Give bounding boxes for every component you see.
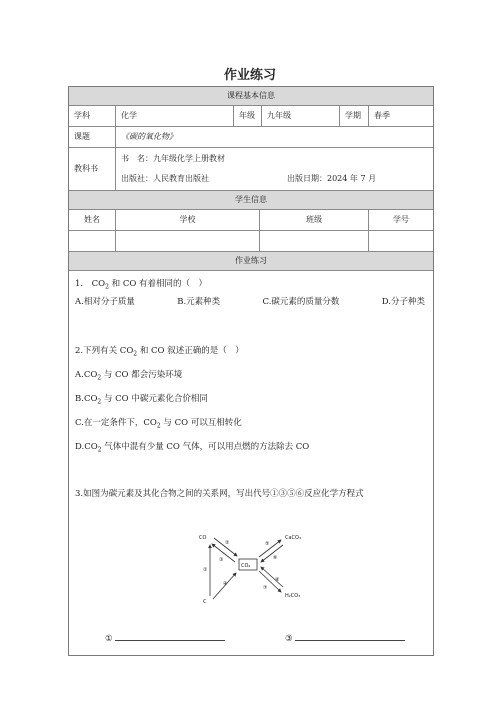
caco3-label: CaCO₃ xyxy=(285,535,301,541)
marker-2: ② xyxy=(225,540,230,546)
co2-label: CO₂ xyxy=(241,563,251,569)
subject-row xyxy=(69,106,433,127)
class-input[interactable] xyxy=(260,231,369,251)
question-2: 2.下列有关 $CO_2$ 和 CO 叙述正确的是（ ） xyxy=(75,346,244,358)
q2-option-d[interactable]: $D.CO_2$ 气体中混有少量 CO 气体，可以用点燃的方法除去 CO xyxy=(75,442,310,454)
marker-7: ⑦ xyxy=(263,585,268,591)
practice-header: 作业练习 xyxy=(69,252,433,270)
answer-3[interactable]: ③ xyxy=(285,631,405,644)
grade-value: 九年级 xyxy=(262,106,340,126)
topic-row xyxy=(69,127,433,148)
textbook-info xyxy=(116,148,433,190)
publisher: 出版社：人民教育出版社 xyxy=(121,173,209,183)
marker-4: ④ xyxy=(223,581,228,587)
marker-5: ⑤ xyxy=(265,541,270,547)
topic-value: 《碳的氧化物》 xyxy=(121,131,177,141)
student-values-row xyxy=(69,231,433,252)
page-title: 作业练习 xyxy=(223,68,276,83)
answer-1[interactable]: ① xyxy=(105,631,225,644)
name-label: 姓名 xyxy=(69,210,116,230)
course-info-header: 课程基本信息 xyxy=(69,87,433,105)
h2co3-label: H₂CO₃ xyxy=(285,593,301,599)
student-id-input[interactable] xyxy=(369,231,433,251)
school-input[interactable] xyxy=(116,231,260,251)
grade-label: 年级 xyxy=(234,106,262,126)
name-input[interactable] xyxy=(69,231,116,251)
question-3: 3.如图为碳元素及其化合物之间的关系网，写出代号①③⑤⑥反应化学方程式 xyxy=(75,489,364,499)
answer-3-blank[interactable] xyxy=(295,631,405,641)
textbook-label: 教科书 xyxy=(69,148,116,190)
co-label: CO xyxy=(199,535,207,541)
topic-label: 课题 xyxy=(69,127,116,147)
q1-option-d[interactable]: D.分子种类 xyxy=(381,297,425,307)
answer-1-blank[interactable] xyxy=(115,631,225,641)
course-info-header-row xyxy=(69,87,433,106)
question-1-options xyxy=(75,295,425,307)
class-label: 班级 xyxy=(260,210,369,230)
student-info-header: 学生信息 xyxy=(69,191,433,209)
q2-option-b[interactable]: $B.CO_2$ 与 CO 中碳元素化合价相同 xyxy=(75,394,208,406)
practice-header-row xyxy=(69,252,433,271)
textbook-row xyxy=(69,148,433,191)
c-label: C xyxy=(203,599,207,605)
worksheet-table xyxy=(68,86,434,656)
term-label: 学期 xyxy=(340,106,369,126)
question-1: 1. $CO_2$ 和 CO 有着相同的（ ） xyxy=(75,279,208,291)
student-info-header-row xyxy=(69,191,433,210)
school-label: 学校 xyxy=(116,210,260,230)
practice-body-row xyxy=(69,271,433,655)
marker-8: ⑧ xyxy=(275,577,280,583)
q2-option-a[interactable]: $A.CO_2$ 与 CO 都会污染环境 xyxy=(75,370,183,382)
student-id-label: 学号 xyxy=(393,214,409,224)
subject-label: 学科 xyxy=(69,106,116,126)
marker-1: ① xyxy=(203,567,208,573)
q2-option-c[interactable]: C.在一定条件下，$CO_2$ 与 CO 可以互相转化 xyxy=(75,418,242,430)
publish-date: 出版日期：2024 年 7 月 xyxy=(287,173,377,183)
practice-body xyxy=(69,271,433,655)
subject-value: 化学 xyxy=(116,106,234,126)
marker-3: ③ xyxy=(219,557,224,563)
q1-option-c[interactable]: C.碳元素的质量分数 xyxy=(262,297,340,307)
term-value: 春季 xyxy=(374,110,390,120)
q1-option-b[interactable]: B.元素种类 xyxy=(177,297,221,307)
student-labels-row xyxy=(69,210,433,231)
carbon-relationship-diagram xyxy=(197,529,307,611)
q1-option-a[interactable]: A.相对分子质量 xyxy=(75,297,135,307)
marker-6: ⑥ xyxy=(273,555,278,561)
book-name: 书 名：九年级化学上册教材 xyxy=(121,153,225,163)
